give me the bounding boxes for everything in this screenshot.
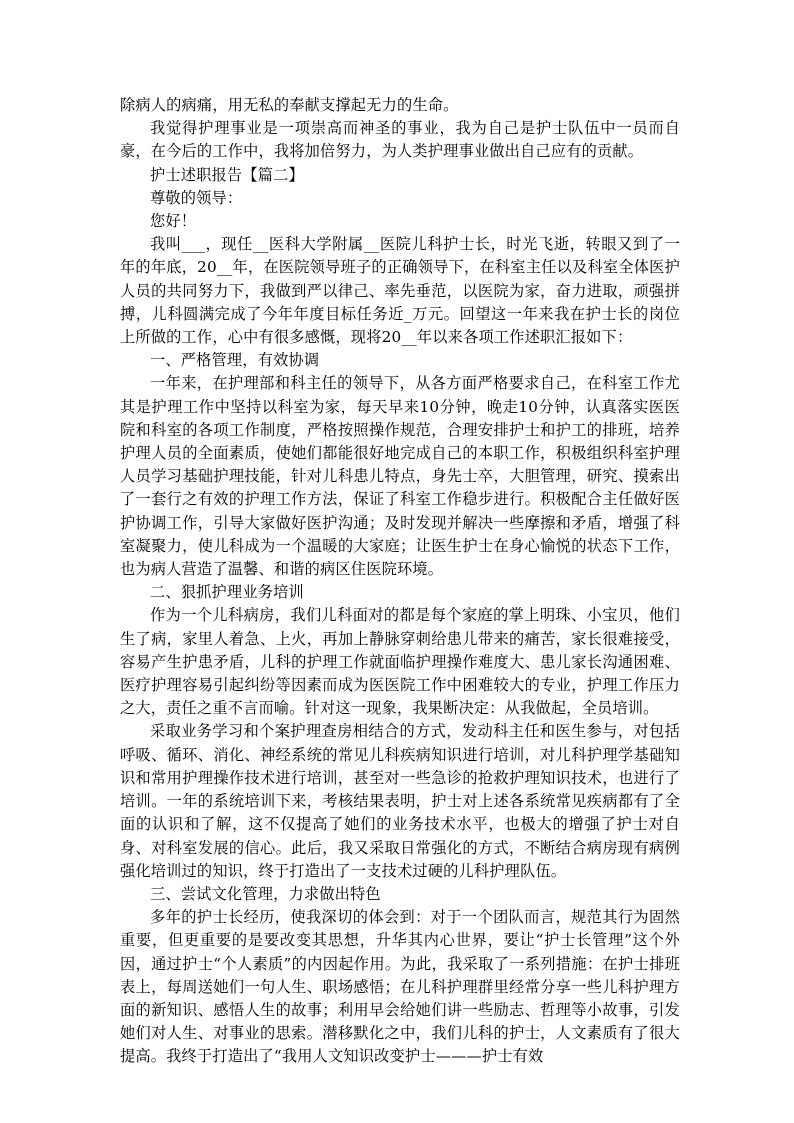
salutation: 尊敬的领导： [150, 188, 243, 207]
section-heading-2: 二、狠抓护理业务培训 [150, 583, 304, 602]
paragraph-intro: 我叫___，现任__医科大学附属__医院儿科护士长，时光飞逝，转眼又到了一年的年底，20__年，在医院领导班子的正确领导下，在科室主任以及科室全体医护人员的共同努力下，我做到严以律己、率先垂范，以医院为家，奋力进取，顽强拼搏，儿科圆满完成了今年年度目标任务近_万元。回望这一年来我在护士长的岗位上所做的工作，心中有很多感慨，现将20__年以来各项工作述职汇报如下： [120, 235, 680, 347]
report-title: 护士述职报告【篇二】 [150, 165, 304, 184]
paragraph-section-1: 一年来，在护理部和科主任的领导下，从各方面严格要求自己，在科室工作尤其是护理工作中坚持以科室为家，每天早来10分钟，晚走10分钟，认真落实医医院和科室的各项工作制度，严格按照操作规范，合理安排护士和护工的排班，培养护理人员的全面素质，使她们都能很好地完成自己的本职工作，积极组织科室护理人员学习基础护理技能，针对儿科患儿特点，身先士卒，大胆管理，研究、摸索出了一套行之有效的护理工作方法，保证了科室工作稳步进行。积极配合主任做好医护协调工作，引导大家做好医护沟通；及时发现并解决一些摩擦和矛盾，增强了科室凝聚力，使儿科成为一个温暖的大家庭；让医生护士在身心愉悦的状态下工作，也为病人营造了温馨、和谐的病区住医院环境。 [120, 374, 680, 579]
document-page [120, 94, 680, 1069]
section-heading-1: 一、严格管理，有效协调 [150, 351, 320, 370]
paragraph-continuation: 除病人的病痛，用无私的奉献支撑起无力的生命。 [120, 96, 459, 114]
greeting: 您好！ [150, 212, 197, 231]
paragraph-section-3: 多年的护士长经历，使我深切的体会到：对于一个团队而言，规范其行为固然重要，但更重要的是要改变其思想，升华其内心世界，要让“护士长管理”这个外因，通过护士“个人素质”的内因起作用。为此，我采取了一系列措施：在护士排班表上，每周送她们一句人生、职场感悟；在儿科护理群里经常分享一些儿科护理方面的新知识、感悟人生的故事；利用早会给她们讲一些励志、哲理等小故事，引发她们对人生、对事业的思索。潜移默化之中，我们儿科的护士，人文素质有了很大提高。我终于打造出了“我用人文知识改变护士———护士有效 [120, 908, 680, 1066]
paragraph-section-2b: 采取业务学习和个案护理查房相结合的方式，发动科主任和医生参与，对包括呼吸、循环、消化、神经系统的常见儿科疾病知识进行培训，对儿科护理学基础知识和常用护理操作技术进行培训，甚至对一些急诊的抢救护理知识技术，也进行了培训。一年的系统培训下来，考核结果表明，护士对上述各系统常见疾病都有了全面的认识和了解，这不仅提高了她们的业务技术水平，也极大的增强了护士对自身、对科室发展的信心。此后，我又采取日常强化的方式，不断结合病房现有病例强化培训过的知识，终于打造出了一支技术过硬的儿科护理队伍。 [120, 722, 680, 880]
paragraph-conclusion: 我觉得护理事业是一项崇高而神圣的事业，我为自己是护士队伍中一员而自豪，在今后的工作中，我将加倍努力，为人类护理事业做出自己应有的贡献。 [120, 119, 680, 161]
paragraph-section-2a: 作为一个儿科病房，我们儿科面对的都是每个家庭的掌上明珠、小宝贝，他们生了病，家里人着急、上火，再加上静脉穿刺给患儿带来的痛苦，家长很难接受，容易产生护患矛盾，儿科的护理工作就面临护理操作难度大、患儿家长沟通困难、医疗护理容易引起纠纷等因素而成为医医院工作中困难较大的专业，护理工作压力之大，责任之重不言而喻。针对这一现象，我果断决定：从我做起，全员培训。 [120, 606, 680, 718]
section-heading-3: 三、尝试文化管理，力求做出特色 [150, 884, 381, 903]
